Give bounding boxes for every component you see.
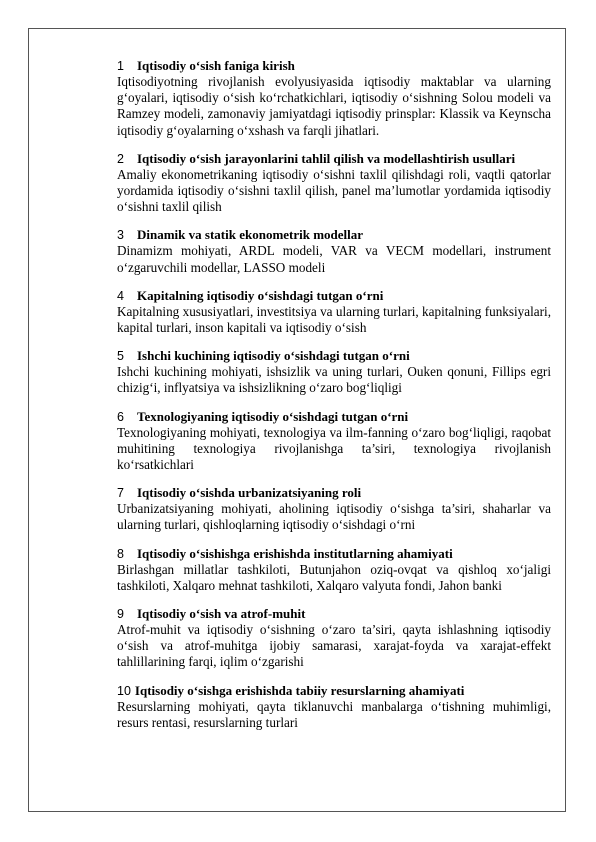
section-heading [117,227,551,243]
section-4 [117,288,551,336]
section-body: Kapitalning xususiyatlari, investitsiya va ularning turlari, kapitalning funksiyalari, kapital turlari, inson kapitali va iqtisodiy o‘sish [117,303,551,336]
section-title: Iqtisodiy o‘sish va atrof-muhit [137,606,306,622]
section-number: 1 [117,59,124,73]
section-3 [117,227,551,275]
section-body: Urbanizatsiyaning mohiyati, aholining iqtisodiy o‘sishga ta’siri, shaharlar va ularning turlari, qishloqlarning iqtisodiy o‘sishdagi o‘rni [117,501,551,533]
section-title: Iqtisodiy o‘sishda urbanizatsiyaning roli [137,485,362,501]
section-8 [117,546,551,594]
section-body: Birlashgan millatlar tashkiloti, Butunjahon oziq-ovqat va qishloq xo‘jaligi tashkiloti, Xalqaro mehnat tashkiloti, Xalqaro valyuta fondi, Jahon banki [117,561,551,593]
section-heading [117,288,551,304]
section-body: Atrof-muhit va iqtisodiy o‘sishning o‘zaro ta’siri, qayta ishlashning iqtisodiy o‘sish va atrof-muhitga ijobiy samarasi, xarajat-foyda va xarajat-effekt tahlillarining farqi, iqlim o‘zgarishi [117,622,551,670]
section-5 [117,348,551,396]
section-heading [117,606,551,622]
section-number: 7 [117,486,124,501]
section-heading [117,348,551,364]
document-content [117,58,551,743]
section-body: Texnologiyaning mohiyati, texnologiya va ilm-fanning o‘zaro bog‘liqligi, raqobat muhitining texnologiya rivojlanishga ta’siri, texnologiya rivojlanish ko‘rsatkichlari [117,424,551,473]
section-1 [117,58,551,139]
section-number: 5 [117,349,124,364]
section-9 [117,606,551,671]
section-2 [117,151,551,216]
section-title: Kapitalning iqtisodiy o‘sishdagi tutgan o‘rni [137,287,384,303]
section-body: Ishchi kuchining mohiyati, ishsizlik va uning turlari, Ouken qonuni, Fillips egri chizig‘i, inflyatsiya va ishsizlikning o‘zaro bog‘liqligi [117,364,551,396]
section-number: 3 [117,228,124,243]
section-heading [117,546,551,562]
section-heading [117,485,551,501]
section-body: Resurslarning mohiyati, qayta tiklanuvchi manbalarga o‘tishning muhimligi, resurs rentasi, resurslarning turlari [117,698,551,730]
section-heading [117,683,551,699]
section-number: 2 [117,151,124,166]
section-number: 10 [117,683,131,698]
section-heading [117,151,551,167]
section-number: 6 [117,409,124,424]
section-title: Iqtisodiy o‘sish faniga kirish [137,58,295,73]
section-heading [117,58,551,74]
section-title: Ishchi kuchining iqtisodiy o‘sishdagi tutgan o‘rni [137,348,410,364]
section-title: Texnologiyaning iqtisodiy o‘sishdagi tutgan o‘rni [137,408,409,424]
section-title: Iqtisodiy o‘sishga erishishda tabiiy resurslarning ahamiyati [134,682,465,698]
section-number: 8 [117,546,124,561]
section-title: Iqtisodiy o‘sish jarayonlarini tahlil qilish va modellashtirish usullari [137,150,516,166]
section-number: 9 [117,607,124,622]
section-title: Iqtisodiy o‘sishishga erishishda institutlarning ahamiyati [137,545,453,561]
section-number: 4 [117,288,124,303]
section-6 [117,409,551,474]
section-10 [117,683,551,731]
section-7 [117,485,551,533]
section-heading [117,409,551,425]
section-title: Dinamik va statik ekonometrik modellar [137,227,364,243]
section-body: Dinamizm mohiyati, ARDL modeli, VAR va VECM modellari, instrument o‘zgaruvchili modellar, LASSO modeli [117,243,551,275]
section-body: Iqtisodiyotning rivojlanish evolyusiyasida iqtisodiy maktablar va ularning g‘oyalari, iqtisodiy o‘sish ko‘rchatkichlari, iqtisodiy o‘sishning Solou modeli va Ramzey modeli, zamonaviy jamiyatdagi iqtisodiy prinsplar: Klassik va Keynscha iqtisodiy g‘oyalarning o‘xshash va farqli jihatlari. [117,74,551,138]
section-body: Amaliy ekonometrikaning iqtisodiy o‘sishni taxlil qilishdagi roli, vaqtli qatorlar yordamida iqtisodiy o‘sishni taxlil qilish, panel ma’lumotlar yordamida iqtisodiy o‘sishni taxlil qilish [117,166,551,215]
